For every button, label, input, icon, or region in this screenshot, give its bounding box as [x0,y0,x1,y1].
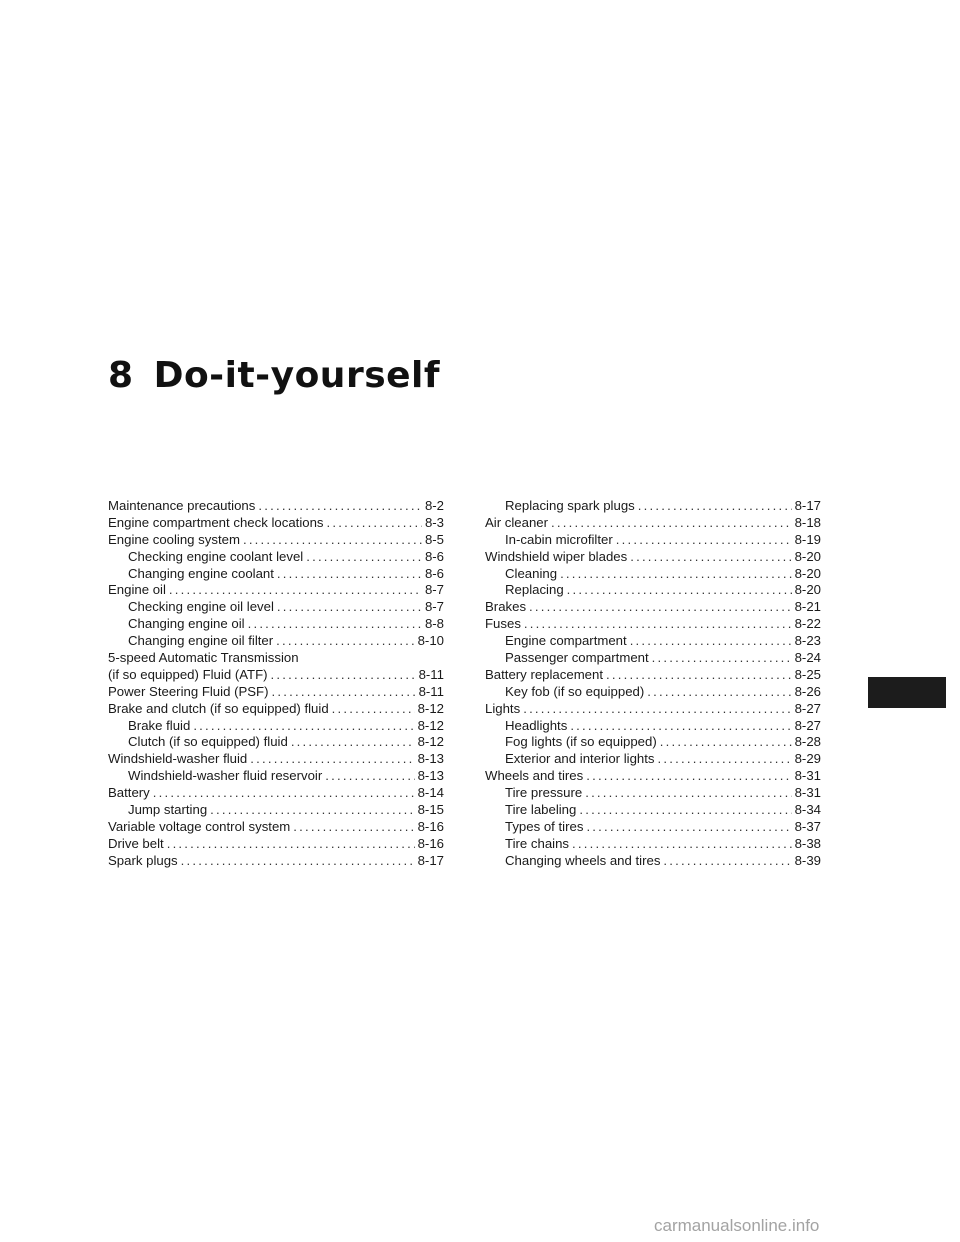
toc-entry[interactable] [485,718,821,735]
toc-entry-label: Engine cooling system [108,531,240,547]
toc-leader-dots [248,616,422,633]
toc-entry-label: Tire labeling [505,802,577,818]
toc-leader-dots [153,785,415,802]
toc-entry-label: In-cabin microfilter [505,531,613,547]
toc-entry-page: 8-14 [417,785,444,801]
toc-entry-page: 8-2 [424,498,444,513]
toc-entry-label: Battery replacement [485,666,604,682]
watermark-text: carmanualsonline.info [654,1216,820,1235]
toc-entry[interactable] [108,633,444,650]
toc-entry[interactable] [485,836,821,853]
toc-entry-page: 8-37 [794,818,821,834]
toc-entry-page: 8-16 [417,835,444,851]
toc-entry[interactable] [108,549,444,566]
toc-leader-dots [169,582,422,599]
toc-entry-first-line: 5-speed Automatic Transmission [108,650,299,666]
toc-entry-page: 8-19 [794,531,821,547]
toc-entry[interactable] [485,667,821,684]
toc-entry-label: Tire pressure [505,785,583,801]
toc-leader-dots [647,684,791,701]
toc-entry-page: 8-20 [794,565,821,581]
toc-leader-dots [585,785,791,802]
toc-entry-label: Changing engine oil [128,616,245,632]
toc-leader-dots [616,532,792,549]
toc-entry-page: 8-20 [794,582,821,598]
toc-entry-label: Changing engine coolant [128,565,274,581]
toc-entry-page: 8-31 [794,768,821,784]
toc-leader-dots [570,718,791,735]
toc-entry-label: Brake and clutch (if so equipped) fluid [108,700,329,716]
toc-entry[interactable] [485,515,821,532]
toc-entry-label: Engine compartment [505,633,627,649]
toc-entry[interactable] [108,515,444,532]
toc-entry-page: 8-31 [794,785,821,801]
toc-entry-label: Brakes [485,599,527,615]
toc-entry-page: 8-20 [794,548,821,564]
toc-entry[interactable] [108,802,444,819]
toc-entry[interactable] [108,751,444,768]
toc-entry-label: Windshield wiper blades [485,548,628,564]
toc-entry[interactable] [485,633,821,650]
toc-leader-dots [551,515,792,532]
toc-leader-dots [277,566,422,583]
toc-leader-dots [243,532,422,549]
toc-entry[interactable] [485,751,821,768]
toc-leader-dots [658,751,792,768]
toc-entry[interactable] [485,616,821,633]
toc-leader-dots [523,701,791,718]
chapter-title [108,355,440,396]
toc-leader-dots [271,667,416,684]
toc-entry[interactable] [108,701,444,718]
toc-leader-dots [250,751,414,768]
toc-entry-page: 8-3 [424,514,444,530]
toc-leader-dots [193,718,414,735]
toc-entry-page: 8-6 [424,548,444,564]
toc-entry-label: Power Steering Fluid (PSF) [108,683,269,699]
toc-entry-label: Types of tires [505,818,584,834]
toc-entry-label: Engine oil [108,582,166,598]
toc-entry-label: Brake fluid [128,717,191,733]
chapter-name: Do-it-yourself [153,355,441,396]
toc-entry-label: Lights [485,700,521,716]
toc-leader-dots [293,819,414,836]
toc-entry-label: (if so equipped) Fluid (ATF) [108,666,268,682]
toc-entry-page: 8-34 [794,802,821,818]
toc-entry-label: Checking engine coolant level [128,548,304,564]
toc-leader-dots [258,498,422,515]
toc-entry[interactable] [108,684,444,701]
toc-entry-page: 8-27 [794,717,821,733]
toc-leader-dots [167,836,415,853]
toc-entry-label: Wheels and tires [485,768,584,784]
toc-entry-page: 8-39 [794,852,821,868]
toc-entry[interactable] [485,684,821,701]
toc-leader-dots [660,734,792,751]
toc-entry[interactable] [485,582,821,599]
toc-leader-dots [586,768,791,785]
toc-entry[interactable] [108,718,444,735]
toc-leader-dots [306,549,422,566]
toc-leader-dots [586,819,791,836]
toc-entry-label: Passenger compartment [505,650,649,666]
chapter-number: 8 [108,355,134,396]
toc-entry[interactable] [485,853,821,870]
toc-entry-label: Exterior and interior lights [505,751,655,767]
toc-entry-label: Spark plugs [108,852,178,868]
toc-leader-dots [652,650,792,667]
toc-entry-page: 8-22 [794,616,821,632]
toc-entry-page: 8-17 [794,498,821,513]
toc-entry-page: 8-38 [794,835,821,851]
toc-entry[interactable] [108,667,444,684]
toc-leader-dots [277,599,422,616]
toc-entry-label: Changing engine oil filter [128,633,274,649]
toc-entry-page: 8-12 [417,717,444,733]
toc-entry-page: 8-11 [418,683,444,699]
toc-entry[interactable] [108,582,444,599]
toc-column-left [108,498,444,870]
toc-entry-page: 8-10 [417,633,444,649]
toc-entry[interactable] [485,498,821,515]
toc-entry-label: Cleaning [505,565,558,581]
toc-entry-label: Windshield-washer fluid reservoir [128,768,323,784]
toc-entry-label: Fog lights (if so equipped) [505,734,657,750]
toc-entry[interactable] [108,566,444,583]
toc-entry[interactable] [485,650,821,667]
toc-entry-page: 8-23 [794,633,821,649]
toc-leader-dots [579,802,791,819]
toc-leader-dots [567,582,792,599]
toc-entry-page: 8-26 [794,683,821,699]
toc-leader-dots [325,768,414,785]
toc-leader-dots [638,498,792,515]
chapter-side-tab [868,677,946,708]
toc-leader-dots [630,633,792,650]
toc-entry-page: 8-25 [794,666,821,682]
toc-entry[interactable] [108,819,444,836]
toc-entry-page: 8-28 [794,734,821,750]
toc-column-right [485,498,821,870]
toc-entry-label: Air cleaner [485,514,549,530]
toc-leader-dots [272,684,416,701]
toc-entry[interactable] [485,599,821,616]
toc-leader-dots [524,616,792,633]
toc-entry[interactable] [108,734,444,751]
toc-entry-label: Headlights [505,717,568,733]
toc-entry-label: Replacing spark plugs [505,498,635,513]
toc-entry-label: Tire chains [505,835,570,851]
toc-leader-dots [560,566,792,583]
toc-entry-page: 8-21 [794,599,821,615]
toc-leader-dots [663,853,791,870]
toc-entry-label: Maintenance precautions [108,498,256,513]
toc-entry-page: 8-12 [417,700,444,716]
toc-leader-dots [276,633,414,650]
toc-entry-page: 8-13 [417,751,444,767]
toc-leader-dots [630,549,791,566]
toc-entry-page: 8-13 [417,768,444,784]
toc-entry-label: Jump starting [128,802,208,818]
toc-entry[interactable] [108,616,444,633]
toc-entry-label: Changing wheels and tires [505,852,661,868]
toc-entry-label: Checking engine oil level [128,599,274,615]
toc-entry[interactable] [108,853,444,870]
toc-entry[interactable] [108,836,444,853]
toc-entry[interactable] [485,734,821,751]
toc-entry-page: 8-5 [424,531,444,547]
toc-leader-dots [529,599,792,616]
toc-leader-dots [572,836,792,853]
toc-entry-page: 8-6 [424,565,444,581]
toc-entry-label: Engine compartment check locations [108,514,324,530]
toc-entry-page: 8-12 [417,734,444,750]
toc-leader-dots [181,853,415,870]
toc-entry[interactable] [485,532,821,549]
toc-entry-label: Fuses [485,616,521,632]
toc-entry[interactable] [485,819,821,836]
toc-entry-label: Variable voltage control system [108,818,291,834]
toc-leader-dots [606,667,792,684]
toc-leader-dots [291,734,415,751]
toc-entry[interactable] [108,768,444,785]
toc-entry-label: Clutch (if so equipped) fluid [128,734,288,750]
toc-entry-label: Replacing [505,582,564,598]
toc-leader-dots [332,701,415,718]
toc-entry[interactable] [108,785,444,802]
toc-entry-label: Windshield-washer fluid [108,751,248,767]
toc-entry-label: Drive belt [108,835,164,851]
toc-entry[interactable] [485,785,821,802]
toc-entry-page: 8-8 [424,616,444,632]
toc-entry-page: 8-17 [417,852,444,868]
toc-leader-dots [327,515,422,532]
toc-entry-page: 8-7 [424,582,444,598]
toc-entry-page: 8-24 [794,650,821,666]
toc-entry-page: 8-16 [417,818,444,834]
toc-entry[interactable] [485,701,821,718]
toc-entry-page: 8-27 [794,700,821,716]
toc-entry-page: 8-7 [424,599,444,615]
toc-entry-page: 8-18 [794,514,821,530]
toc-leader-dots [210,802,414,819]
toc-entry[interactable] [108,532,444,549]
toc-entry-page: 8-11 [418,666,444,682]
toc-entry-page: 8-15 [417,802,444,818]
toc-entry[interactable] [108,498,444,515]
toc-entry-page: 8-29 [794,751,821,767]
toc-entry[interactable] [108,599,444,616]
toc-entry[interactable] [485,566,821,583]
toc-entry[interactable] [485,768,821,785]
toc-entry[interactable] [485,549,821,566]
toc-entry[interactable] [485,802,821,819]
toc-entry-label: Key fob (if so equipped) [505,683,645,699]
toc-entry-label: Battery [108,785,150,801]
